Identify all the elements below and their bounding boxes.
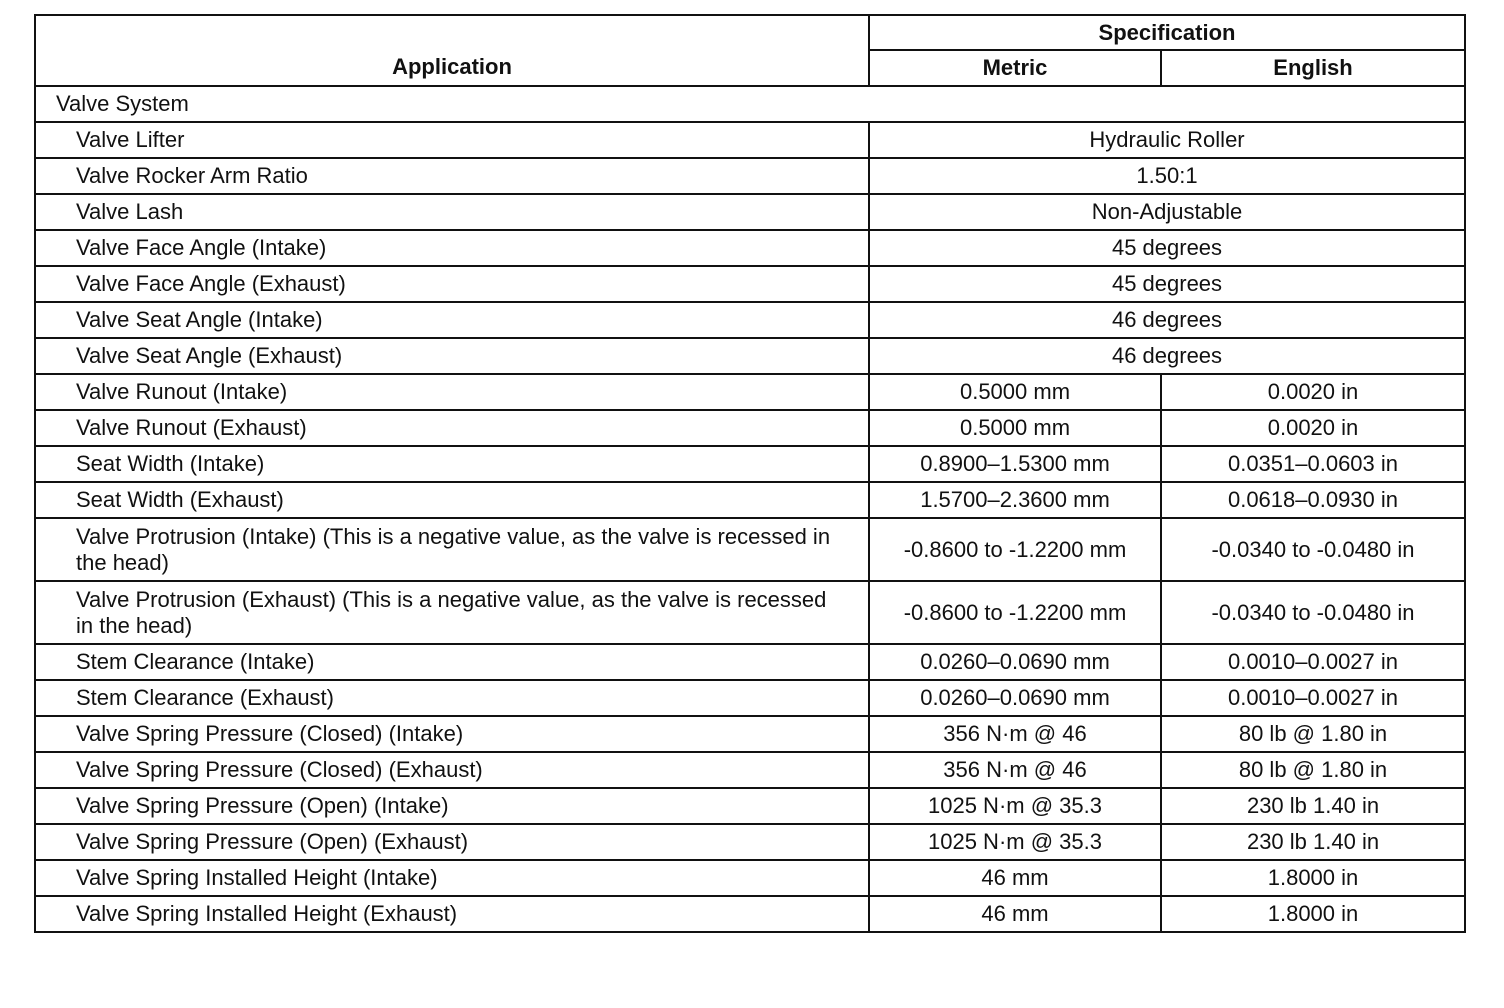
english-cell: -0.0340 to -0.0480 in — [1161, 581, 1465, 644]
header-row — [35, 15, 1465, 50]
english-cell: -0.0340 to -0.0480 in — [1161, 518, 1465, 581]
application-cell: Valve Lifter — [35, 122, 869, 158]
table-row — [35, 374, 1465, 410]
metric-cell: 356 N·m @ 46 — [869, 752, 1161, 788]
metric-cell: -0.8600 to -1.2200 mm — [869, 518, 1161, 581]
category-row — [35, 86, 1465, 122]
application-cell: Valve Runout (Intake) — [35, 374, 869, 410]
table-row — [35, 644, 1465, 680]
table-row — [35, 752, 1465, 788]
metric-cell: 0.0260–0.0690 mm — [869, 644, 1161, 680]
application-cell: Valve Seat Angle (Intake) — [35, 302, 869, 338]
application-cell: Valve Seat Angle (Exhaust) — [35, 338, 869, 374]
table-row — [35, 266, 1465, 302]
english-cell: 0.0020 in — [1161, 374, 1465, 410]
english-cell: 1.8000 in — [1161, 860, 1465, 896]
metric-cell: 46 mm — [869, 860, 1161, 896]
metric-cell: -0.8600 to -1.2200 mm — [869, 581, 1161, 644]
metric-cell: 1025 N·m @ 35.3 — [869, 824, 1161, 860]
metric-cell: 0.5000 mm — [869, 374, 1161, 410]
table-row — [35, 860, 1465, 896]
english-cell: 80 lb @ 1.80 in — [1161, 752, 1465, 788]
english-cell: 0.0010–0.0027 in — [1161, 644, 1465, 680]
table-row — [35, 581, 1465, 644]
application-cell: Stem Clearance (Exhaust) — [35, 680, 869, 716]
application-cell: Valve Rocker Arm Ratio — [35, 158, 869, 194]
english-cell: 0.0010–0.0027 in — [1161, 680, 1465, 716]
spec-value-cell: 46 degrees — [869, 338, 1465, 374]
application-cell: Valve Runout (Exhaust) — [35, 410, 869, 446]
metric-cell: 1025 N·m @ 35.3 — [869, 788, 1161, 824]
application-cell: Valve Face Angle (Exhaust) — [35, 266, 869, 302]
spec-value-cell: 45 degrees — [869, 230, 1465, 266]
table-row — [35, 194, 1465, 230]
metric-cell: 0.5000 mm — [869, 410, 1161, 446]
english-cell: 230 lb 1.40 in — [1161, 788, 1465, 824]
application-cell: Valve Spring Pressure (Open) (Exhaust) — [35, 824, 869, 860]
table-row — [35, 482, 1465, 518]
application-cell: Seat Width (Exhaust) — [35, 482, 869, 518]
valve-spec-table — [34, 14, 1466, 933]
english-cell: 0.0618–0.0930 in — [1161, 482, 1465, 518]
application-cell: Valve Spring Installed Height (Exhaust) — [35, 896, 869, 932]
english-header: English — [1161, 50, 1465, 86]
table-row — [35, 896, 1465, 932]
table-row — [35, 158, 1465, 194]
table-row — [35, 446, 1465, 482]
table-row — [35, 680, 1465, 716]
table-row — [35, 302, 1465, 338]
application-cell: Valve Protrusion (Intake) (This is a negative value, as the valve is recessed in the head) — [35, 518, 869, 581]
metric-cell: 0.8900–1.5300 mm — [869, 446, 1161, 482]
english-cell: 0.0020 in — [1161, 410, 1465, 446]
table-row — [35, 230, 1465, 266]
table-row — [35, 716, 1465, 752]
application-cell: Valve Spring Pressure (Closed) (Exhaust) — [35, 752, 869, 788]
application-cell: Stem Clearance (Intake) — [35, 644, 869, 680]
table-row — [35, 122, 1465, 158]
table-row — [35, 338, 1465, 374]
table-row — [35, 410, 1465, 446]
spec-value-cell: Hydraulic Roller — [869, 122, 1465, 158]
spec-value-cell: Non-Adjustable — [869, 194, 1465, 230]
metric-cell: 0.0260–0.0690 mm — [869, 680, 1161, 716]
metric-cell: 1.5700–2.3600 mm — [869, 482, 1161, 518]
application-cell: Valve Spring Installed Height (Intake) — [35, 860, 869, 896]
table-row — [35, 518, 1465, 581]
table-row — [35, 824, 1465, 860]
application-cell: Valve Spring Pressure (Open) (Intake) — [35, 788, 869, 824]
application-cell: Seat Width (Intake) — [35, 446, 869, 482]
specification-header: Specification — [869, 15, 1465, 50]
category-label: Valve System — [35, 86, 1465, 122]
application-cell: Valve Protrusion (Exhaust) (This is a negative value, as the valve is recessed in the head) — [35, 581, 869, 644]
english-cell: 0.0351–0.0603 in — [1161, 446, 1465, 482]
application-header: Application — [35, 15, 869, 86]
application-cell: Valve Lash — [35, 194, 869, 230]
english-cell: 80 lb @ 1.80 in — [1161, 716, 1465, 752]
metric-cell: 356 N·m @ 46 — [869, 716, 1161, 752]
english-cell: 230 lb 1.40 in — [1161, 824, 1465, 860]
metric-header: Metric — [869, 50, 1161, 86]
application-cell: Valve Face Angle (Intake) — [35, 230, 869, 266]
application-cell: Valve Spring Pressure (Closed) (Intake) — [35, 716, 869, 752]
spec-value-cell: 1.50:1 — [869, 158, 1465, 194]
metric-cell: 46 mm — [869, 896, 1161, 932]
spec-value-cell: 46 degrees — [869, 302, 1465, 338]
spec-value-cell: 45 degrees — [869, 266, 1465, 302]
english-cell: 1.8000 in — [1161, 896, 1465, 932]
table-row — [35, 788, 1465, 824]
